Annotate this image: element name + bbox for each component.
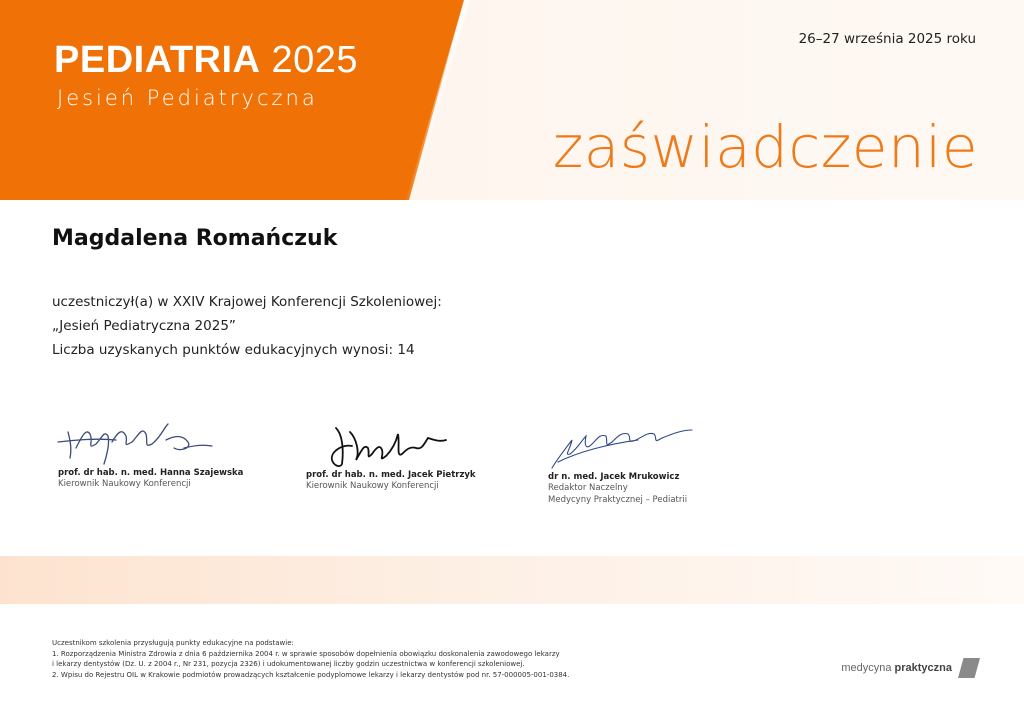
- signature-block-3: [548, 422, 698, 506]
- signature-block-2: [306, 424, 476, 492]
- brand-name: PEDIATRIA: [54, 39, 261, 81]
- footnote-item-2: 2. Wpisu do Rejestru OIL w Krakowie podmiotów prowadzących kształcenie podyplomowe lekarzy i lekarzy dentystów pod nr. 57-000005-001-0384.: [52, 670, 570, 679]
- signatory-role-3: Redaktor Naczelny: [548, 483, 628, 493]
- participation-statement: uczestniczył(a) w XXIV Krajowej Konferencji Szkoleniowej:: [52, 294, 442, 310]
- brand-title: [54, 38, 358, 82]
- brand-year: 2025: [271, 39, 359, 81]
- handwritten-signature-3: [548, 422, 698, 470]
- signatory-name-1: prof. dr hab. n. med. Hanna Szajewska: [58, 468, 244, 478]
- signatory-role-3b: Medycyny Praktycznej – Pediatrii: [548, 495, 688, 505]
- footnote-item-1a: 1. Rozporządzenia Ministra Zdrowia z dnia 6 października 2004 r. w sprawie sposobów dopełnienia obowiązku doskonalenia zawodowego lekarzy: [52, 649, 560, 658]
- signature-block-1: [56, 418, 243, 490]
- handwritten-signature-2: [306, 424, 456, 470]
- brand-subtitle: Jesień Pediatryczna: [57, 86, 318, 110]
- signatory-role-2: Kierownik Naukowy Konferencji: [306, 481, 439, 491]
- logo-wordmark: [841, 662, 952, 674]
- handwritten-signature-1: [56, 418, 216, 468]
- education-points: Liczba uzyskanych punktów edukacyjnych wynosi: 14: [52, 342, 415, 358]
- document-title: zaświadczenie: [552, 113, 978, 181]
- logo-part-2: praktyczna: [894, 662, 952, 674]
- signatory-name-3: dr n. med. Jacek Mrukowicz: [548, 472, 680, 482]
- conference-name: „Jesień Pediatryczna 2025”: [52, 318, 236, 334]
- logo-part-1: medycyna: [841, 662, 892, 674]
- footnotes: [52, 638, 569, 680]
- logo-mark-icon: [958, 658, 980, 678]
- signatory-name-2: prof. dr hab. n. med. Jacek Pietrzyk: [306, 470, 476, 480]
- footnote-intro: Uczestnikom szkolenia przysługują punkty edukacyjne na podstawie:: [52, 639, 294, 647]
- publisher-logo: [841, 658, 980, 678]
- event-date: 26–27 września 2025 roku: [798, 31, 976, 47]
- decorative-band: [0, 556, 1024, 604]
- signatory-role-1: Kierownik Naukowy Konferencji: [58, 479, 191, 489]
- certificate-header: [0, 0, 1024, 200]
- footnote-item-1b: i lekarzy dentystów (Dz. U. z 2004 r., Nr 231, pozycja 2326) i udokumentowanej liczby godzin uczestnictwa w konferencji szkoleniowej.: [52, 660, 525, 668]
- participant-name: Magdalena Romańczuk: [52, 226, 338, 251]
